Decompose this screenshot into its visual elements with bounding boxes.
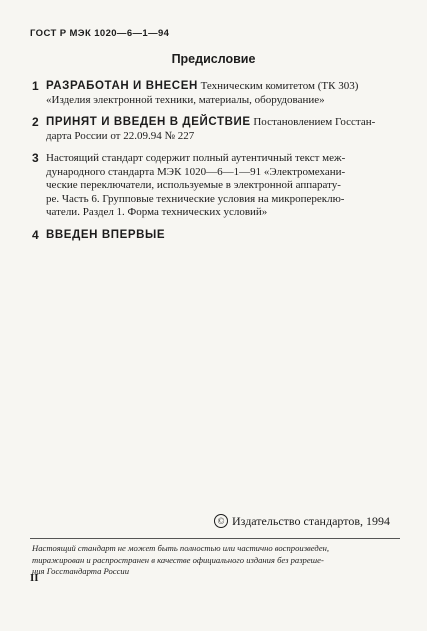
preface-item-3 — [32, 152, 400, 220]
item-lead: ПРИНЯТ И ВВЕДЕН В ДЕЙСТВИЕ — [46, 116, 251, 128]
item-lead: РАЗРАБОТАН И ВНЕСЕН — [46, 80, 198, 92]
divider — [30, 538, 400, 539]
preface-list — [32, 80, 400, 251]
reproduction-notice — [32, 543, 402, 578]
item-line: Настоящий стандарт содержит полный аутентичный текст меж- — [46, 152, 346, 164]
copyright-text: Издательство стандартов, 1994 — [232, 514, 390, 528]
document-code: ГОСТ Р МЭК 1020—6—1—94 — [30, 28, 170, 39]
copyright-icon: © — [214, 514, 228, 528]
item-line: ре. Часть 6. Групповые технические условия на микропереклю- — [46, 192, 345, 205]
item-line — [46, 80, 400, 94]
preface-item-4 — [32, 229, 400, 243]
page-number: II — [30, 572, 39, 584]
preface-item-1 — [32, 80, 400, 107]
item-line: дарта России от 22.09.94 № 227 — [46, 129, 195, 142]
item-line: дународного стандарта МЭК 1020—6—1—91 «Электромехани- — [46, 165, 346, 178]
preface-item-2 — [32, 116, 400, 143]
item-number: 4 — [32, 227, 39, 242]
notice-line: Настоящий стандарт не может быть полностью или частично воспроизведен, — [32, 543, 330, 553]
item-line: «Изделия электронной техники, материалы, оборудование» — [46, 93, 325, 106]
item-line: ческие переключатели, используемые в электронной аппарату- — [46, 179, 341, 191]
item-number: 3 — [32, 151, 39, 165]
item-line — [46, 229, 400, 243]
item-line — [46, 116, 400, 130]
notice-line: ния Госстандарта России — [32, 566, 129, 576]
item-number: 1 — [32, 79, 39, 93]
notice-line: тиражирован и распространен в качестве официального издания без разреше- — [32, 554, 324, 565]
item-lead: ВВЕДЕН ВПЕРВЫЕ — [46, 228, 166, 241]
section-title: Предисловие — [171, 52, 256, 66]
item-number: 2 — [32, 115, 39, 129]
item-text: Техническим комитетом (ТК 303) — [197, 80, 359, 92]
item-line: чатели. Раздел 1. Форма технических условий» — [46, 206, 268, 218]
copyright-line — [214, 514, 390, 529]
item-text: Постановлением Госстан- — [250, 116, 376, 128]
